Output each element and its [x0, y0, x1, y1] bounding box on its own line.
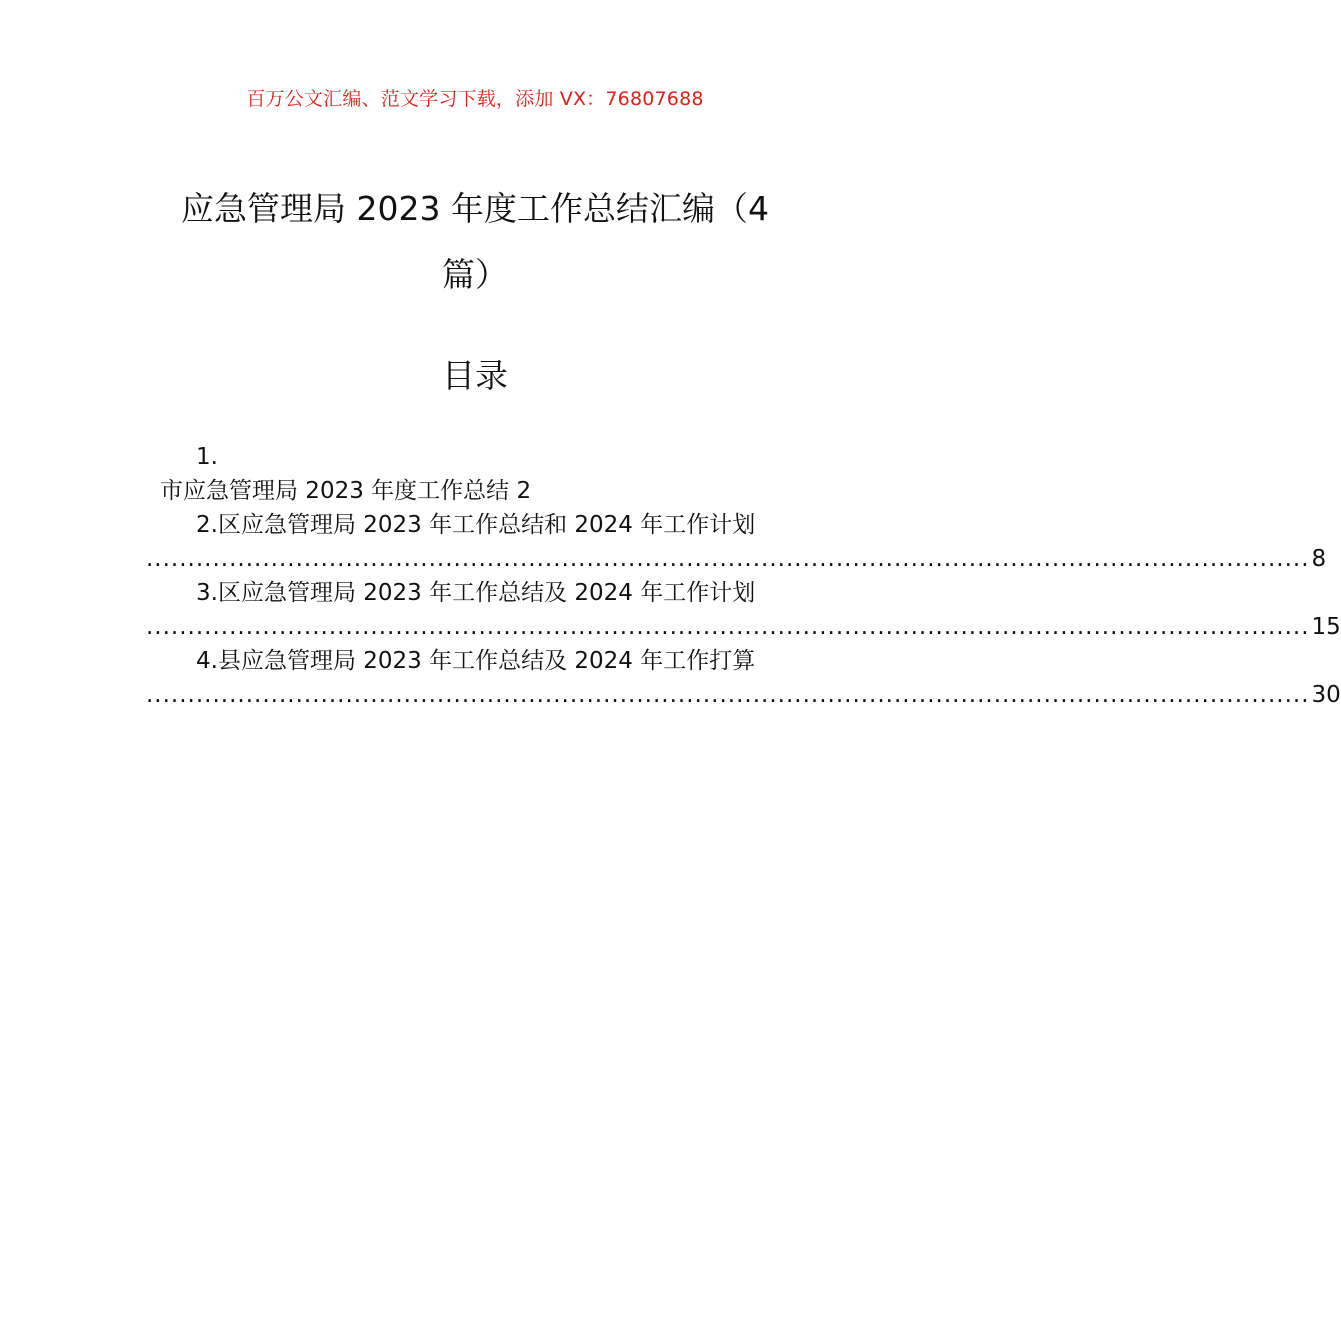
toc-entry-3-text[interactable]: 3.区应急管理局 2023 年工作总结及 2024 年工作计划 [196, 580, 756, 606]
toc-entry-3-page: 15 [1311, 614, 1341, 640]
toc-entry-2-text[interactable]: 2.区应急管理局 2023 年工作总结和 2024 年工作计划 [196, 512, 756, 538]
document-title [150, 176, 800, 308]
toc-entry-3-leader[interactable] [146, 610, 1341, 644]
toc-entry-4-leader[interactable] [146, 678, 1341, 712]
toc-entry-4-page: 30 [1311, 682, 1341, 708]
toc-entry-4-text[interactable]: 4.县应急管理局 2023 年工作总结及 2024 年工作打算 [196, 648, 756, 674]
toc-entry-2-leader[interactable] [146, 542, 1327, 576]
toc-entry-1-text[interactable]: 市应急管理局 2023 年度工作总结 2 [160, 478, 532, 504]
document-title-line-1: 应急管理局 2023 年度工作总结汇编（4 [181, 189, 769, 228]
toc-entry-2-page: 8 [1311, 546, 1327, 572]
leader-dots: ............................................................................................................................................ [146, 682, 1310, 708]
leader-dots: ............................................................................................................................................ [146, 614, 1310, 640]
table-of-contents [146, 440, 1341, 712]
toc-entry-1-number[interactable]: 1. [196, 444, 218, 470]
header-note: 百万公文汇编、范文学习下载，添加 VX：76807688 [246, 88, 704, 110]
toc-heading: 目录 [442, 356, 508, 395]
document-title-line-2: 篇） [442, 255, 508, 294]
leader-dots: ............................................................................................................................................ [146, 546, 1310, 572]
